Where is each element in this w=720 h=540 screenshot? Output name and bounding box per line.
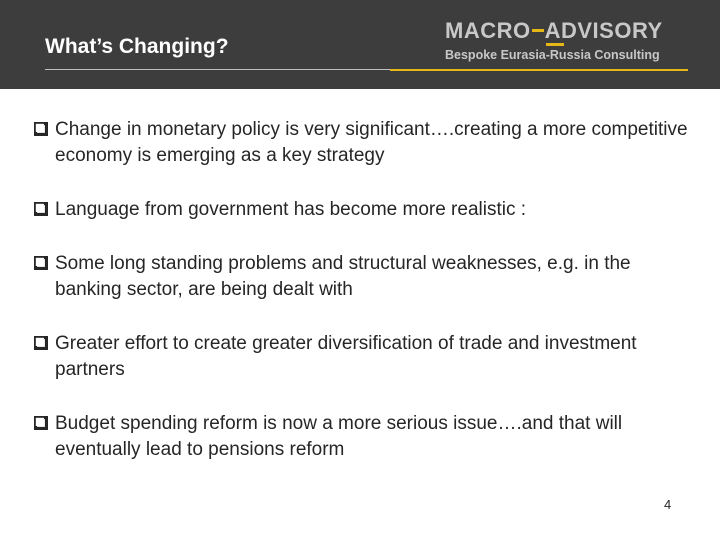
bullet-item xyxy=(34,411,694,463)
checkbox-icon xyxy=(34,122,48,136)
logo-dash xyxy=(532,29,544,32)
accent-underline xyxy=(390,69,688,71)
title-underline xyxy=(45,69,390,70)
page-number: 4 xyxy=(664,497,672,512)
macro-advisory-logo xyxy=(445,18,685,66)
bullet-list xyxy=(34,117,694,463)
checkbox-icon xyxy=(34,202,48,216)
logo-word-macro: MACRO xyxy=(445,18,531,43)
bullet-item xyxy=(34,197,694,223)
bullet-item xyxy=(34,331,694,383)
logo-letter-a: A xyxy=(545,18,561,44)
logo-tagline: Bespoke Eurasia-Russia Consulting xyxy=(445,48,660,62)
bullet-text: Some long standing problems and structural weaknesses, e.g. in the banking sector, are being dealt with xyxy=(55,253,631,300)
bullet-text: Change in monetary policy is very significant….creating a more competitive economy is emerging as a key strategy xyxy=(55,119,688,166)
checkbox-icon xyxy=(34,336,48,350)
bullet-item xyxy=(34,251,694,303)
bullet-text: Budget spending reform is now a more serious issue….and that will eventually lead to pensions reform xyxy=(55,413,623,460)
bullet-item xyxy=(34,117,694,169)
slide-title: What’s Changing? xyxy=(45,35,229,58)
bullet-text: Greater effort to create greater diversification of trade and investment partners xyxy=(55,333,637,380)
checkbox-icon xyxy=(34,256,48,270)
logo-a-underline xyxy=(546,43,564,46)
slide-header xyxy=(0,0,720,89)
logo-wordmark xyxy=(445,18,663,44)
checkbox-icon xyxy=(34,416,48,430)
logo-word-dvisory: DVISORY xyxy=(561,18,663,43)
bullet-text: Language from government has become more realistic : xyxy=(55,199,527,220)
